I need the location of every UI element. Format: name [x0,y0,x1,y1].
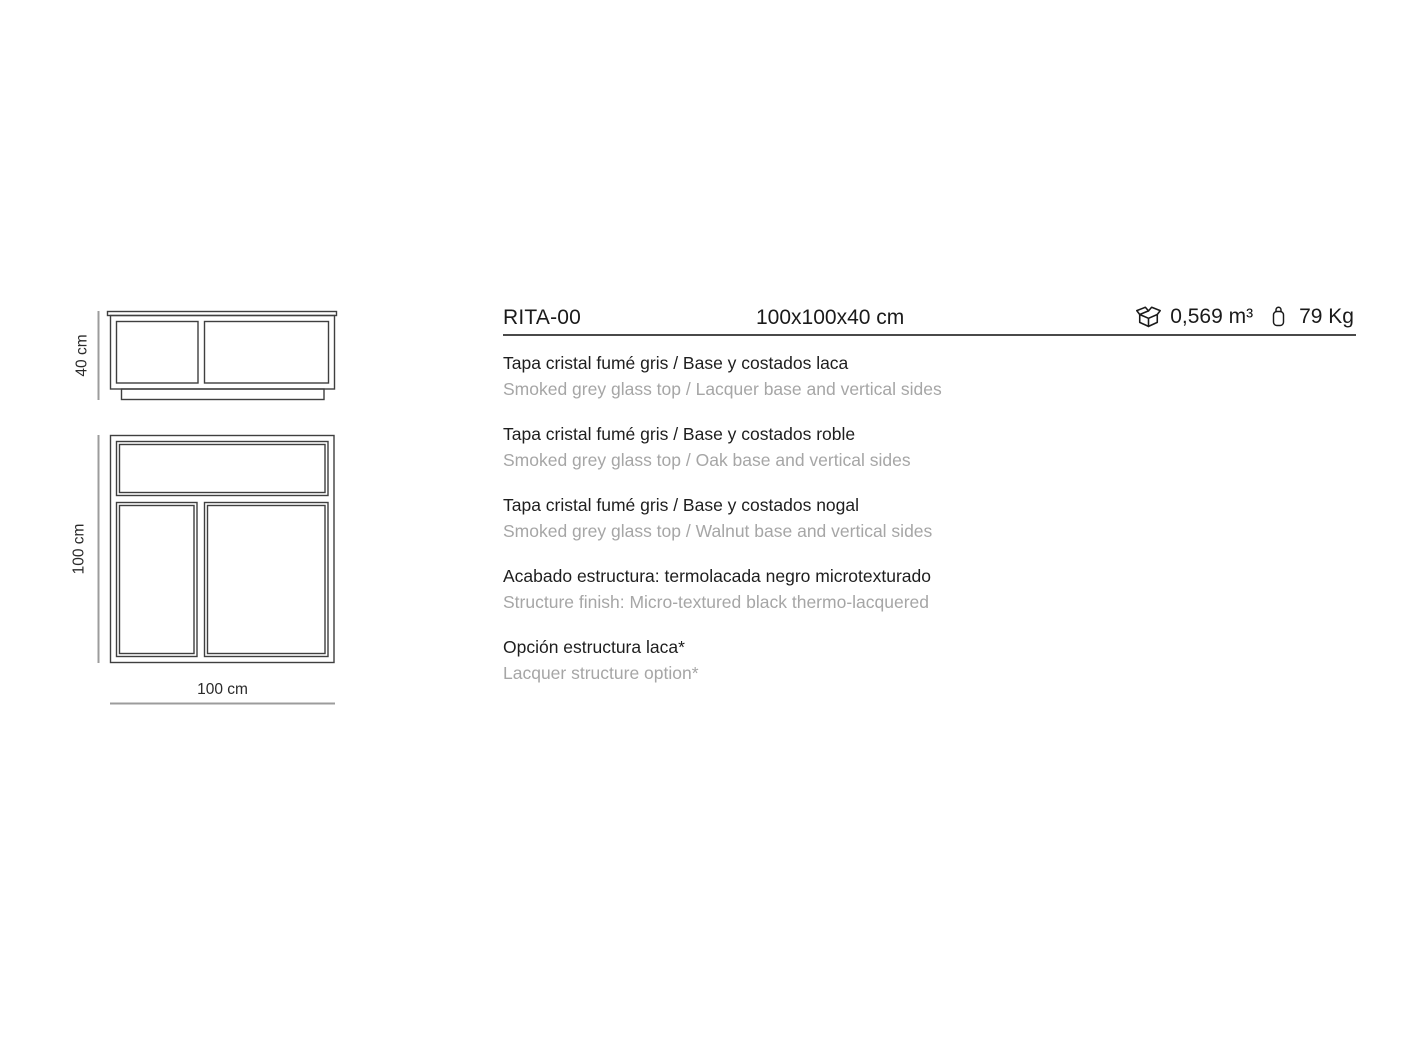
front-height-label: 100 cm [70,523,88,575]
spec-item [503,350,1123,402]
volume-value: 0,569 m³ [1170,304,1254,328]
product-dimensions: 100x100x40 cm [756,306,905,329]
product-header [503,302,1356,336]
open-box-icon [1135,303,1162,330]
spec-es-text: Tapa cristal fumé gris / Base y costados laca [503,353,849,373]
spec-en-text: Lacquer structure option* [503,663,699,683]
spec-item [503,492,1123,544]
technical-drawing [0,0,400,750]
volume-metric [1135,303,1253,330]
weight-value: 79 Kg [1299,304,1354,328]
front-width-label: 100 cm [197,681,248,698]
spec-list [503,350,1123,705]
spec-es-text: Acabado estructura: termolacada negro microtexturado [503,566,932,586]
spec-es-text: Tapa cristal fumé gris / Base y costados roble [503,424,856,444]
front-view-drawing [71,435,336,704]
product-name: RITA-00 [503,306,582,329]
spec-en-text: Smoked grey glass top / Oak base and vertical sides [503,450,911,470]
spec-en-text: Structure finish: Micro-textured black thermo-lacquered [503,592,930,612]
spec-es-text: Opción estructura laca* [503,637,685,657]
spec-item [503,563,1123,615]
side-height-label: 40 cm [73,334,91,377]
spec-item [503,634,1123,686]
spec-en-text: Smoked grey glass top / Lacquer base and vertical sides [503,379,942,399]
weight-icon [1266,304,1291,329]
side-view-drawing [74,311,337,400]
weight-metric [1266,304,1354,329]
spec-item [503,421,1123,473]
product-metrics [1135,303,1354,330]
spec-en-text: Smoked grey glass top / Walnut base and vertical sides [503,521,933,541]
spec-es-text: Tapa cristal fumé gris / Base y costados nogal [503,495,860,515]
